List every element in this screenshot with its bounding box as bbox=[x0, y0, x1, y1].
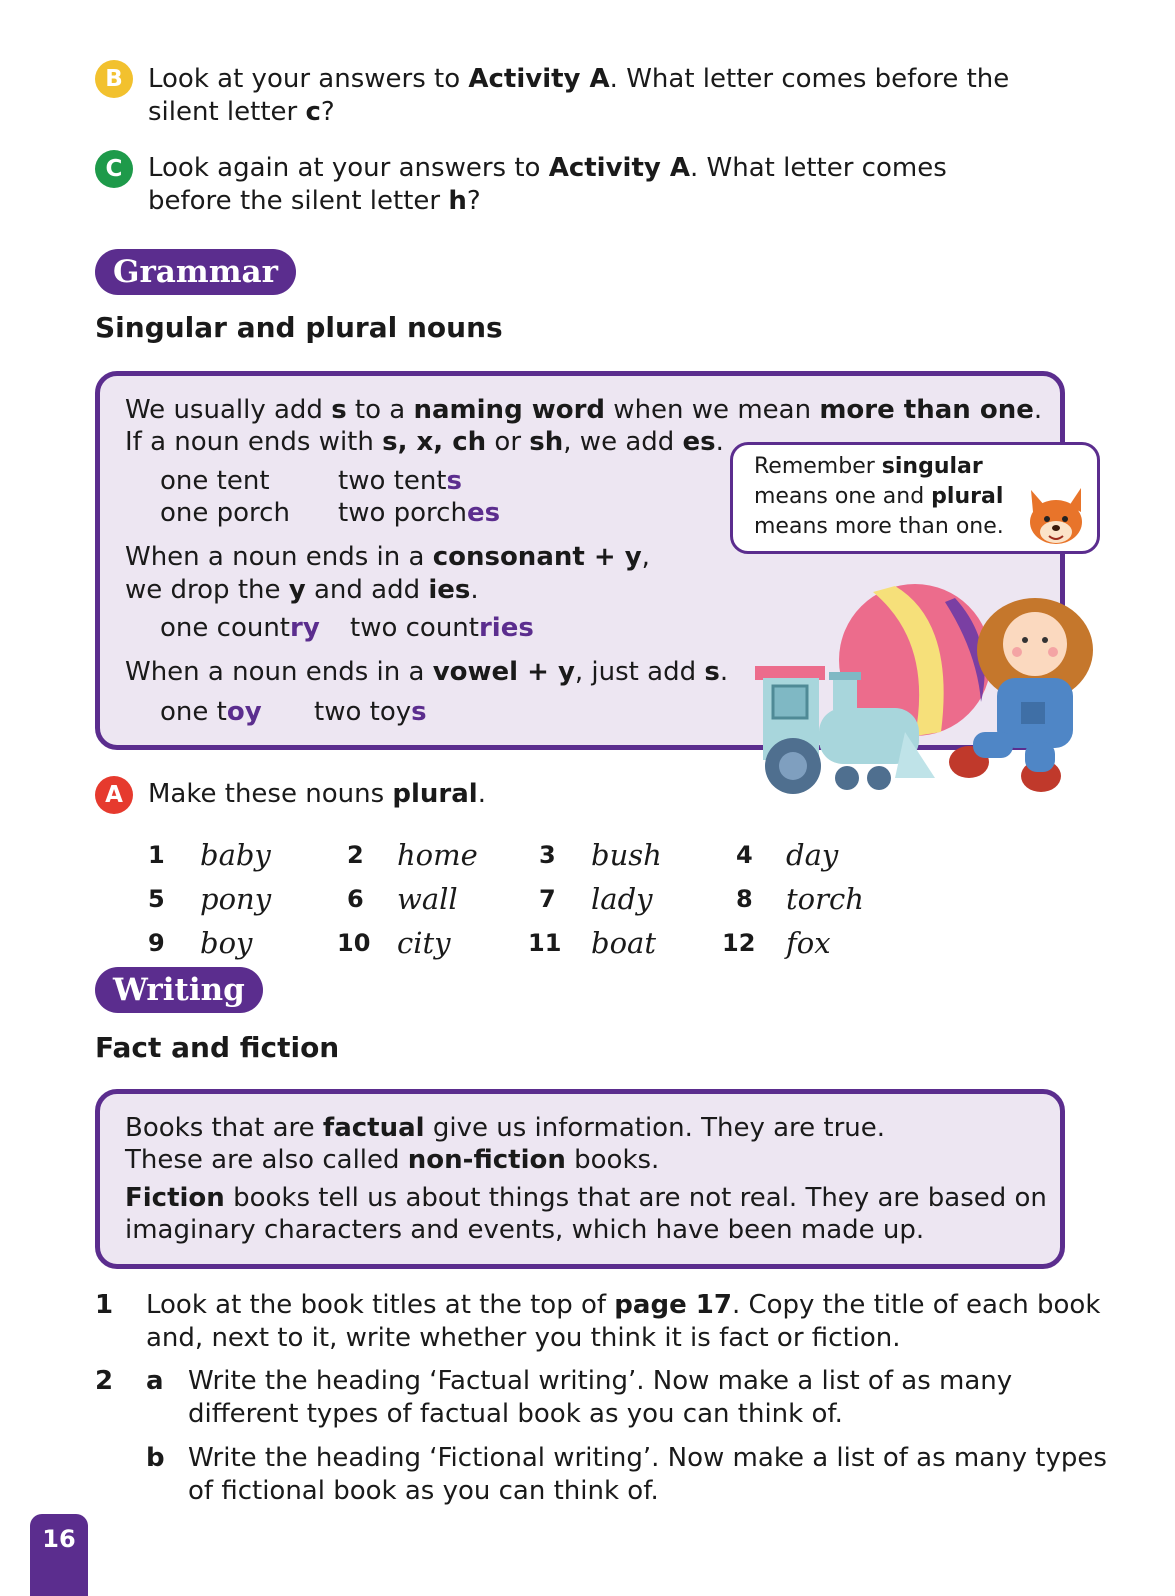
question-number: 1 bbox=[95, 1290, 114, 1320]
rule-line-2: If a noun ends with s, x, ch or sh, we add es. bbox=[125, 427, 724, 457]
page-number: 16 bbox=[30, 1514, 88, 1596]
example-singular: one tent bbox=[160, 466, 270, 496]
example-plural: two toys bbox=[314, 697, 427, 727]
activity-a-badge: A bbox=[95, 776, 133, 814]
rule-line-5: When a noun ends in a vowel + y, just add s. bbox=[125, 657, 729, 687]
example-singular: one country bbox=[160, 613, 320, 643]
activity-b-badge: B bbox=[95, 60, 133, 98]
grammar-heading: Singular and plural nouns bbox=[95, 311, 503, 344]
example-plural: two porches bbox=[338, 498, 501, 528]
subquestion-label: b bbox=[146, 1443, 165, 1473]
info-line-1: Books that are factual give us information. They are true. bbox=[125, 1113, 886, 1143]
rule-line-1: We usually add s to a naming word when we mean more than one. bbox=[125, 395, 1043, 425]
info-line-4: imaginary characters and events, which have been made up. bbox=[125, 1215, 925, 1245]
info-line-3: Fiction books tell us about things that are not real. They are based on bbox=[125, 1183, 1047, 1213]
question-2b-text: Write the heading ‘Fictional writing’. Now make a list of as many types of fictional book as you can think of. bbox=[188, 1443, 1107, 1506]
example-plural: two countries bbox=[350, 613, 534, 643]
question-number: 2 bbox=[95, 1366, 114, 1396]
toys-illustration bbox=[745, 582, 1113, 798]
subquestion-label: a bbox=[146, 1366, 164, 1396]
grammar-section-label: Grammar bbox=[95, 249, 296, 295]
writing-section-label: Writing bbox=[95, 967, 263, 1013]
activity-a-instruction: Make these nouns plural. bbox=[148, 779, 486, 809]
activity-c-badge: C bbox=[95, 150, 133, 188]
example-singular: one porch bbox=[160, 498, 290, 528]
example-plural: two tents bbox=[338, 466, 462, 496]
activity-c-text: Look again at your answers to Activity A. What letter comes before the silent letter h? bbox=[148, 153, 947, 216]
example-singular: one toy bbox=[160, 697, 262, 727]
activity-b-text: Look at your answers to Activity A. What letter comes before the silent letter c? bbox=[148, 64, 1010, 127]
rule-line-3: When a noun ends in a consonant + y, bbox=[125, 542, 650, 572]
info-line-2: These are also called non-fiction books. bbox=[125, 1145, 660, 1175]
fox-mascot-icon bbox=[1025, 486, 1087, 552]
tip-text: Remember singular means one and plural means more than one. bbox=[754, 454, 1004, 539]
writing-heading: Fact and fiction bbox=[95, 1031, 340, 1064]
question-1-text: Look at the book titles at the top of page 17. Copy the title of each book and, next to it, write whether you think it is fact or fiction. bbox=[146, 1290, 1101, 1353]
rule-line-4: we drop the y and add ies. bbox=[125, 575, 479, 605]
question-2a-text: Write the heading ‘Factual writing’. Now make a list of as many different types of factual book as you can think of. bbox=[188, 1366, 1013, 1429]
